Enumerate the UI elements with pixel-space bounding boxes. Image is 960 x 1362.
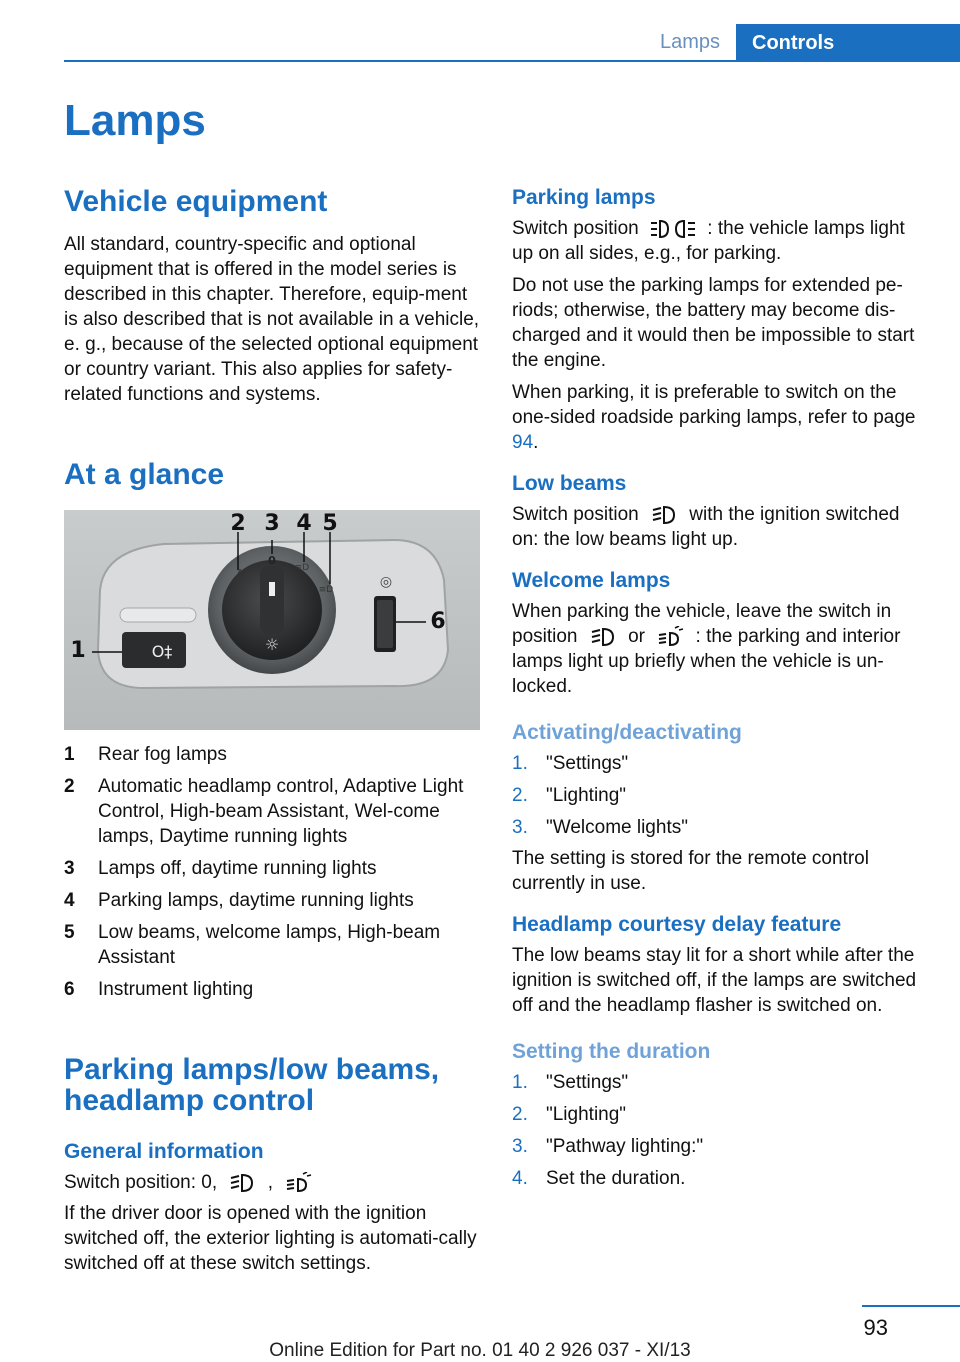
low-beams-heading: Low beams <box>512 472 627 495</box>
header-tab-lamps[interactable]: Lamps <box>659 31 720 53</box>
step-text: "Lighting" <box>546 1104 627 1125</box>
step-text: "Settings" <box>546 1072 629 1093</box>
footer-rule <box>862 1305 960 1307</box>
callout-1: 1 <box>70 638 86 663</box>
light-switch-figure <box>64 510 480 730</box>
callout-2: 2 <box>230 511 246 536</box>
list-item <box>64 856 480 881</box>
switch-position-separator: , <box>267 1172 273 1193</box>
list-item <box>512 815 928 840</box>
list-item <box>64 774 480 849</box>
page-number: 93 <box>863 1315 888 1340</box>
vehicle-equipment-text: All standard, country-specific and optional equipment that is offered in the model series is described in this chapter. Therefore, equip-ment is also described that is not available in a vehicle, e. g., because of the selected optional equipment or country variant. This also applies for safety-related functions and systems. <box>64 234 480 405</box>
parking-lamps-low-beams-heading: Parking lamps/low beams, headlamp control <box>64 1053 440 1117</box>
page-title: Lamps <box>64 96 206 145</box>
legend-number: 6 <box>64 979 75 1000</box>
parking-switch-prefix: Switch position <box>512 218 639 239</box>
welcome-or: or <box>628 626 645 647</box>
parking-lamps-heading: Parking lamps <box>512 186 656 209</box>
header-rule <box>64 60 960 62</box>
legend-number: 5 <box>64 922 75 943</box>
page-reference-link[interactable]: 94 <box>512 432 534 453</box>
headlamp-courtesy-heading: Headlamp courtesy delay feature <box>512 913 842 936</box>
step-number: 3. <box>512 1136 528 1157</box>
figure-legend <box>64 742 480 1002</box>
list-item <box>512 1166 928 1191</box>
list-item <box>512 751 928 776</box>
legend-text: Automatic headlamp control, Adaptive Light Control, High-beam Assistant, Wel-come lamps, Daytime running lights <box>98 776 464 847</box>
vehicle-equipment-heading: Vehicle equipment <box>64 185 328 218</box>
legend-number: 4 <box>64 890 75 911</box>
headlamp-courtesy-text: The low beams stay lit for a short while after the ignition is switched off, if the lamps are switched off and the headlamp flasher is switched on. <box>512 945 917 1016</box>
legend-text: Instrument lighting <box>98 979 254 1000</box>
parking-lamps-switch-text <box>512 216 928 266</box>
legend-text: Parking lamps, daytime running lights <box>98 890 414 911</box>
parking-lamps-icon <box>650 218 696 240</box>
parking-lamps-roadside-text <box>512 380 928 455</box>
callout-5: 5 <box>322 511 338 536</box>
setting-duration-heading: Setting the duration <box>512 1040 711 1063</box>
roadside-text: When parking, it is preferable to switch on the one-sided roadside parking lamps, refer to page <box>512 382 916 428</box>
low-beam-icon <box>228 1172 256 1194</box>
legend-number: 3 <box>64 858 75 879</box>
callout-4: 4 <box>296 511 312 536</box>
edition-footer: Online Edition for Part no. 01 40 2 926 037 - XI/13 <box>269 1340 691 1361</box>
legend-text: Rear fog lamps <box>98 744 227 765</box>
parking-lamps-warning: Do not use the parking lamps for extended pe-riods; otherwise, the battery may become dis-charged and it would then be impossible to start the engine. <box>512 275 915 371</box>
welcome-light-icon <box>284 1172 312 1194</box>
svg-text:0: 0 <box>268 554 276 567</box>
step-number: 1. <box>512 753 528 774</box>
left-column <box>64 184 480 1276</box>
welcome-suffix: : the parking and interior lamps light up briefly when the vehicle is un-locked. <box>512 626 901 697</box>
step-text: "Settings" <box>546 753 629 774</box>
at-a-glance-heading: At a glance <box>64 458 225 491</box>
legend-text: Low beams, welcome lamps, High-beam Assistant <box>98 922 441 968</box>
step-number: 2. <box>512 785 528 806</box>
roadside-text-end: . <box>533 432 539 453</box>
right-column <box>512 184 928 1191</box>
step-number: 1. <box>512 1072 528 1093</box>
low-beams-suffix: with the ignition switched on: the low beams light up. <box>512 504 900 550</box>
low-beams-text <box>512 502 928 552</box>
general-information-text: If the driver door is opened with the ignition switched off, the exterior lighting is automati-cally switched off at these switch settings. <box>64 1203 477 1274</box>
list-item <box>64 920 480 970</box>
activating-deactivating-heading: Activating/deactivating <box>512 721 742 744</box>
list-item <box>64 977 480 1002</box>
activating-steps <box>512 751 928 840</box>
svg-text:O‡: O‡ <box>151 642 173 661</box>
list-item <box>64 742 480 767</box>
step-text: "Lighting" <box>546 785 627 806</box>
low-beam-icon <box>650 504 678 526</box>
step-number: 2. <box>512 1104 528 1125</box>
list-item <box>512 783 928 808</box>
low-beam-icon <box>589 626 617 648</box>
svg-text:≡D: ≡D <box>318 585 334 595</box>
list-item <box>512 1070 928 1095</box>
step-text: "Pathway lighting:" <box>546 1136 704 1157</box>
step-text: "Welcome lights" <box>546 817 688 838</box>
low-beams-prefix: Switch position <box>512 504 639 525</box>
welcome-prefix: When parking the vehicle, leave the switch in position <box>512 601 892 647</box>
switch-position-prefix: Switch position: 0, <box>64 1172 218 1193</box>
svg-text:◎: ◎ <box>379 574 393 590</box>
light-switch-illustration <box>64 510 480 730</box>
welcome-lamps-heading: Welcome lamps <box>512 569 671 592</box>
list-item <box>512 1134 928 1159</box>
step-number: 3. <box>512 817 528 838</box>
svg-text:A: A <box>236 568 244 579</box>
list-item <box>64 888 480 913</box>
general-information-heading: General information <box>64 1140 264 1163</box>
legend-number: 1 <box>64 744 75 765</box>
parking-switch-suffix: : the vehicle lamps light up on all sides, e.g., for parking. <box>512 218 905 264</box>
header-tab-controls[interactable]: Controls <box>736 24 960 62</box>
welcome-light-icon <box>656 626 684 648</box>
legend-number: 2 <box>64 776 75 797</box>
callout-6: 6 <box>430 609 446 634</box>
switch-position-line <box>64 1170 480 1195</box>
step-text: Set the duration. <box>546 1168 686 1189</box>
legend-text: Lamps off, daytime running lights <box>98 858 377 879</box>
svg-text:≡D: ≡D <box>294 563 310 573</box>
callout-3: 3 <box>264 511 280 536</box>
welcome-lamps-text <box>512 599 928 699</box>
svg-text:☼: ☼ <box>264 635 280 654</box>
activating-note: The setting is stored for the remote control currently in use. <box>512 848 869 894</box>
step-number: 4. <box>512 1168 528 1189</box>
duration-steps <box>512 1070 928 1191</box>
list-item <box>512 1102 928 1127</box>
